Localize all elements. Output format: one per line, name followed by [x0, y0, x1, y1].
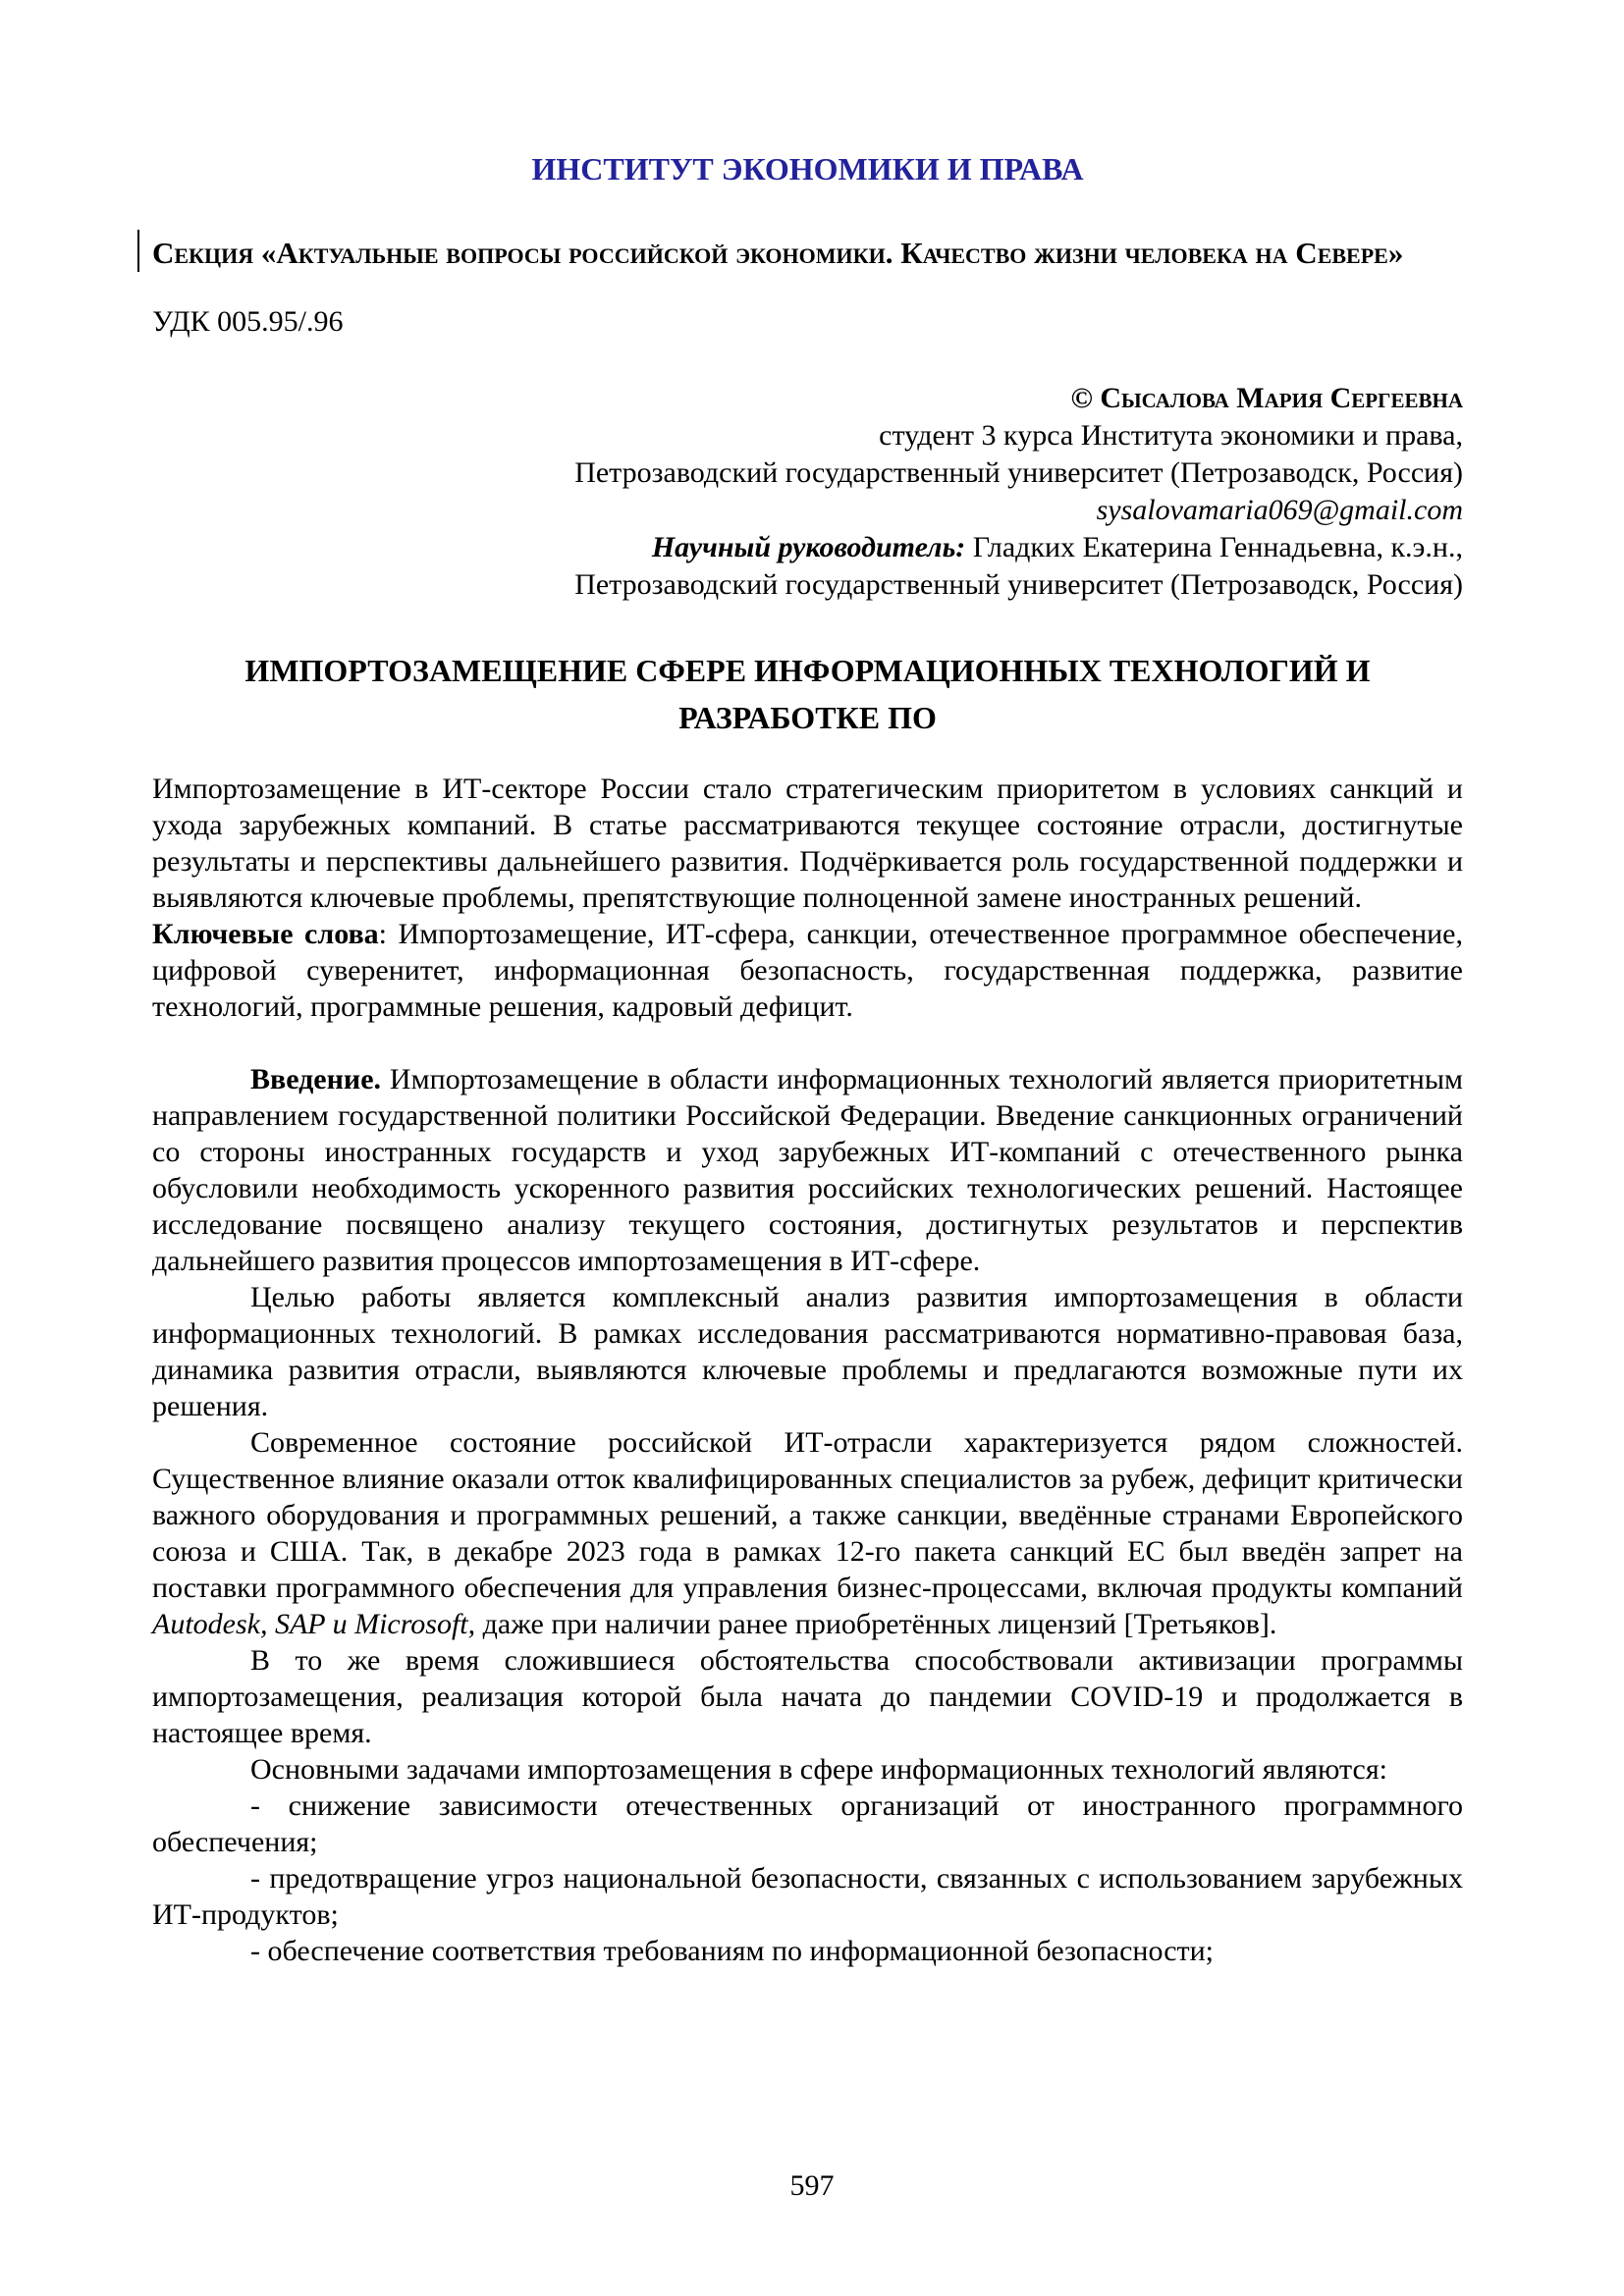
- advisor-name: Гладких Екатерина Геннадьевна, к.э.н.,: [965, 531, 1463, 563]
- body-paragraph-current-state: [152, 1424, 1463, 1642]
- advisor-affiliation: Петрозаводский государственный университет (Петрозаводск, Россия): [574, 568, 1463, 601]
- author-name: © Сысалова Мария Сергеевна: [1070, 382, 1463, 414]
- institute-header: ИНСТИТУТ ЭКОНОМИКИ И ПРАВА: [531, 151, 1084, 187]
- page-number: 597: [789, 2169, 835, 2202]
- keywords-label: Ключевые слова: [152, 918, 379, 950]
- abstract-paragraph: Импортозамещение в ИТ-секторе России стало стратегическим приоритетом в условиях санкций и ухода зарубежных компаний. В статье рассматриваются текущее состояние отрасли, достигнутые результаты и перспективы дальнейшего развития. Подчёркивается роль государственной поддержки и выявляются ключевые проблемы, препятствующие полноценной замене иностранных решений.: [152, 773, 1463, 914]
- paper-title: ИМПОРТОЗАМЕЩЕНИЕ СФЕРЕ ИНФОРМАЦИОННЫХ ТЕХНОЛОГИЙ И РАЗРАБОТКЕ ПО: [244, 653, 1371, 735]
- current-state-text-a: Современное состояние российской ИТ-отрасли характеризуется рядом сложностей. Существенное влияние оказали отток квалифицированных специалистов за рубеж, дефицит критически важного оборудования и программных решений, а также санкции, введённые странами Европейского союза и США. Так, в декабре 2023 года в рамках 12-го пакета санкций ЕС был введён запрет на поставки программного обеспечения для управления бизнес-процессами, включая продукты компаний: [152, 1426, 1463, 1604]
- change-bar: [137, 230, 139, 272]
- task-item-2: - предотвращение угроз национальной безопасности, связанных с использованием зарубежных ИТ-продуктов;: [152, 1862, 1463, 1931]
- task-item-3: - обеспечение соответствия требованиям по информационной безопасности;: [250, 1935, 1215, 1967]
- body-paragraph-introduction: [152, 1061, 1463, 1279]
- introduction-text: Импортозамещение в области информационных технологий является приоритетным направлением государственной политики Российской Федерации. Введение санкционных ограничений со стороны иностранных государств и уход зарубежных ИТ-компаний с отечественного рынка обусловили необходимость ускоренного развития российских технологических решений. Настоящее исследование посвящено анализу текущего состояния, достигнутых результатов и перспектив дальнейшего развития процессов импортозамещения в ИТ-сфере.: [152, 1063, 1463, 1277]
- advisor-label: Научный руководитель:: [651, 531, 966, 563]
- introduction-lead: Введение.: [250, 1063, 382, 1095]
- author-email: sysalovamaria069@gmail.com: [1096, 494, 1463, 526]
- section-heading-text: Секция «Актуальные вопросы российской экономики. Качество жизни человека на Севере»: [152, 236, 1404, 270]
- keywords-paragraph: [152, 916, 1463, 1025]
- body-paragraph-program: В то же время сложившиеся обстоятельства способствовали активизации программы импортозамещения, реализация которой была начата до пандемии COVID-19 и продолжается в настоящее время.: [152, 1644, 1463, 1749]
- body-paragraph-tasks: Основными задачами импортозамещения в сфере информационных технологий являются:: [250, 1753, 1387, 1786]
- advisor-line: [152, 529, 1463, 566]
- vendor-names-italic: Autodesk, SAP и Microsoft,: [152, 1608, 476, 1640]
- task-item-1: - снижение зависимости отечественных организаций от иностранного программного обеспечения;: [152, 1789, 1463, 1858]
- current-state-text-b: даже при наличии ранее приобретённых лицензий [Третьяков].: [475, 1608, 1277, 1640]
- body-paragraph-goal: Целью работы является комплексный анализ развития импортозамещения в области информационных технологий. В рамках исследования рассматриваются нормативно-правовая база, динамика развития отрасли, выявляются ключевые проблемы и предлагаются возможные пути их решения.: [152, 1281, 1463, 1422]
- author-role: студент 3 курса Института экономики и права,: [879, 419, 1463, 452]
- udc-code: УДК 005.95/.96: [152, 305, 344, 338]
- section-heading: [152, 230, 1463, 276]
- author-affiliation: Петрозаводский государственный университет (Петрозаводск, Россия): [574, 456, 1463, 489]
- keywords-list: : Импортозамещение, ИТ-сфера, санкции, отечественное программное обеспечение, цифровой суверенитет, информационная безопасность, государственная поддержка, развитие технологий, программные решения, кадровый дефицит.: [152, 918, 1463, 1023]
- author-block: [152, 380, 1463, 604]
